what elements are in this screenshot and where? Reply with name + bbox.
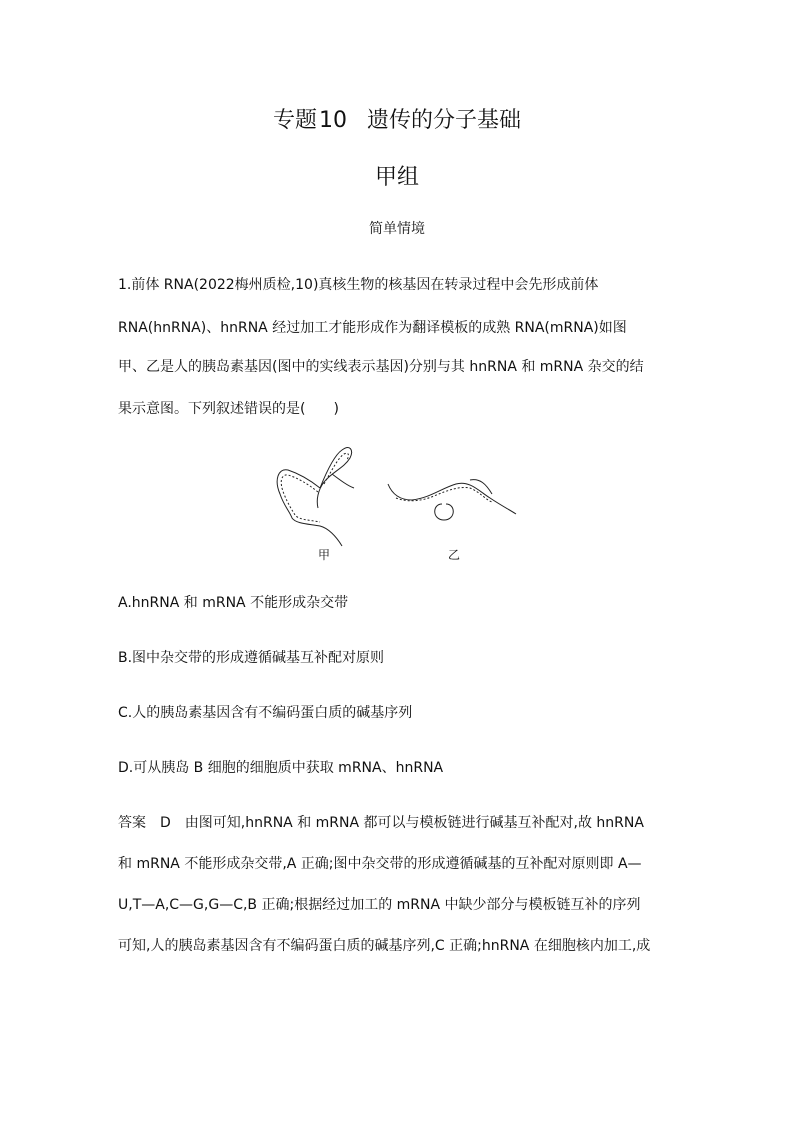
title-number: 10	[319, 108, 347, 133]
title-prefix: 专题	[272, 108, 317, 133]
group-heading: 甲组	[374, 165, 419, 190]
figure-yi-drawing	[388, 480, 516, 520]
answer-line-3: U,T—A,C—G,G—C,B 正确;根据经过加工的 mRNA 中缺少部分与模板链互补的序列	[118, 897, 641, 913]
question-line-3: 甲、乙是人的胰岛素基因(图中的实线表示基因)分别与其 hnRNA 和 mRNA 杂交的结	[118, 359, 644, 375]
option-a: A.hnRNA 和 mRNA 不能形成杂交带	[118, 595, 349, 611]
answer-line-1: 答案 D 由图可知,hnRNA 和 mRNA 都可以与模板链进行碱基互补配对,故 hnRNA	[118, 815, 644, 831]
option-b: B.图中杂交带的形成遵循碱基互补配对原则	[118, 650, 385, 666]
hybridization-diagram	[270, 408, 530, 568]
question-line-4: 果示意图。下列叙述错误的是( )	[118, 401, 339, 417]
figure-label-jia: 甲	[318, 548, 331, 562]
page-title	[0, 103, 794, 134]
section-heading: 简单情境	[369, 221, 425, 237]
question-line-1: 1.前体 RNA(2022梅州质检,10)真核生物的核基因在转录过程中会先形成前体	[118, 277, 599, 293]
answer-line-2: 和 mRNA 不能形成杂交带,A 正确;图中杂交带的形成遵循碱基的互补配对原则即 A—	[118, 856, 642, 872]
figure-jia-drawing	[277, 448, 354, 546]
hybridization-figure	[270, 408, 530, 568]
option-c: C.人的胰岛素基因含有不编码蛋白质的碱基序列	[118, 705, 413, 721]
question-line-2: RNA(hnRNA)、hnRNA 经过加工才能形成作为翻译模板的成熟 RNA(mRNA)如图	[118, 320, 627, 336]
answer-line-4: 可知,人的胰岛素基因含有不编码蛋白质的碱基序列,C 正确;hnRNA 在细胞核内加工,成	[118, 938, 651, 954]
title-topic: 遗传的分子基础	[367, 108, 522, 133]
option-d: D.可从胰岛 B 细胞的细胞质中获取 mRNA、hnRNA	[118, 760, 444, 776]
figure-label-yi: 乙	[448, 548, 461, 562]
